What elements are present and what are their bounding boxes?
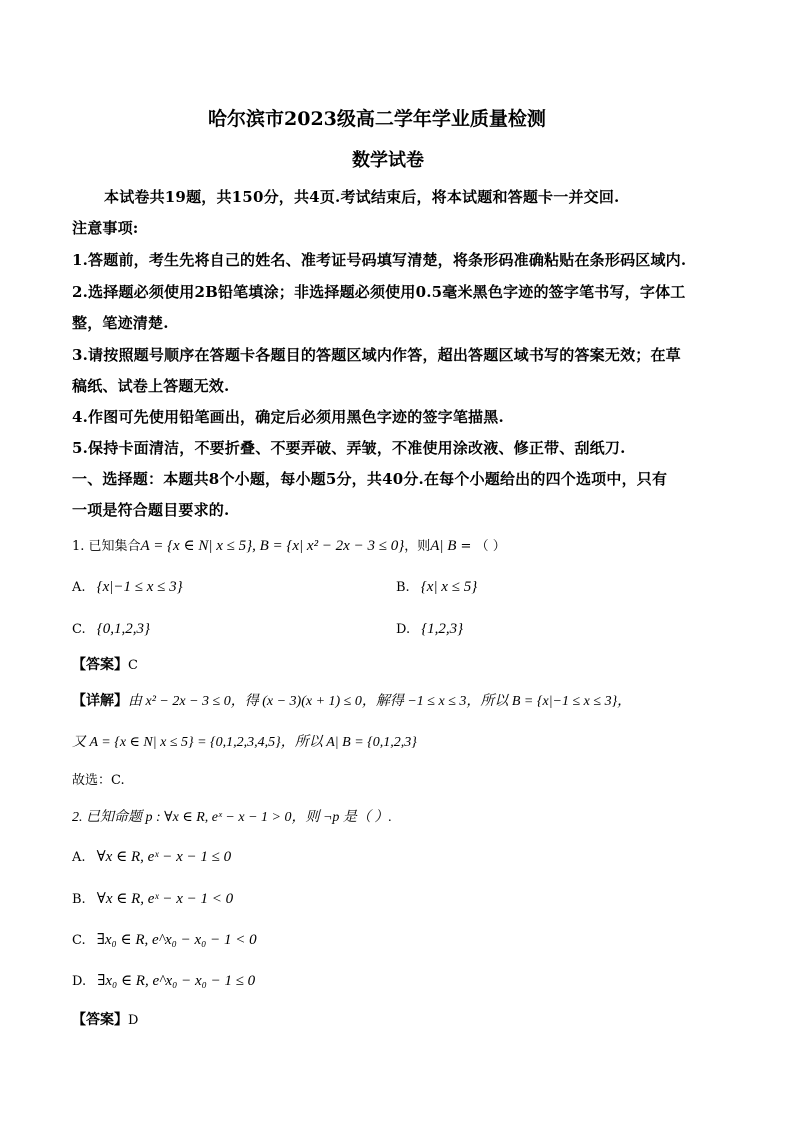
answer-value: C: [128, 658, 138, 673]
question-1-stem: [72, 535, 506, 555]
question-1-blank: = （ ）: [456, 539, 506, 554]
set-separator: ,: [252, 538, 260, 554]
answer-tag: 【答案】: [72, 657, 128, 673]
q1-option-a: [72, 576, 183, 596]
answer-value: D: [128, 1013, 139, 1028]
notice-item-2-cont: 整，笔迹清楚.: [72, 314, 169, 332]
exam-title: 哈尔滨市2023级高二学年学业质量检测: [208, 108, 546, 130]
q1-conclusion: 故选：C.: [72, 773, 125, 788]
question-2-stem: 2. 已知命题 p : ∀x ∈ R, eˣ − x − 1 > 0，则 ¬p 是（ ）.: [72, 810, 392, 825]
question-1-prefix: 1. 已知集合: [72, 539, 141, 554]
q1-detail-line2: 又 A = {x ∈ N| x ≤ 5} = {0,1,2,3,4,5}，所以 A| B = {0,1,2,3}: [72, 735, 417, 750]
option-text: {1,2,3}: [421, 621, 464, 637]
option-text: {x|−1 ≤ x ≤ 3}: [96, 579, 183, 595]
q2-option-b: [72, 888, 233, 908]
option-text: ∀x ∈ R, eˣ − x − 1 ≤ 0: [96, 849, 232, 865]
option-label: A.: [72, 850, 86, 865]
intro-text: 本试卷共19题，共150分，共4页.考试结束后，将本试题和答题卡一并交回.: [104, 188, 620, 206]
option-text: ∃x₀ ∈ R, e^x₀ − x₀ − 1 < 0: [96, 932, 257, 948]
q1-option-b: [396, 576, 477, 596]
notice-item-5: 5.保持卡面清洁，不要折叠、不要弄破、弄皱，不准使用涂改液、修正带、刮纸刀.: [72, 439, 626, 457]
q2-answer: [72, 1009, 138, 1029]
section-heading-line1: 一、选择题：本题共8个小题，每小题5分，共40分.在每个小题给出的四个选项中，只有: [72, 470, 668, 488]
notice-item-1: 1.答题前，考生先将自己的姓名、准考证号码填写清楚，将条形码准确粘贴在条形码区域内.: [72, 251, 687, 269]
option-label: C.: [72, 622, 86, 637]
notice-item-4: 4.作图可先使用铅笔画出，确定后必须用黑色字迹的签字笔描黑.: [72, 408, 504, 426]
q1-detail-line1: [72, 690, 631, 710]
option-label: B.: [396, 580, 410, 595]
notice-item-3: 3.请按照题号顺序在答题卡各题目的答题区域内作答，超出答题区域书写的答案无效；在草: [72, 346, 681, 364]
option-label: C.: [72, 933, 86, 948]
exam-subtitle: 数学试卷: [352, 150, 424, 171]
q1-answer: [72, 654, 138, 674]
option-label: D.: [72, 974, 87, 989]
section-heading-line2: 一项是符合题目要求的.: [72, 501, 230, 519]
notice-heading: 注意事项:: [72, 219, 139, 237]
detail-tag: 【详解】: [72, 693, 128, 709]
option-text: ∀x ∈ R, eˣ − x − 1 < 0: [96, 891, 234, 907]
detail-text: 由 x² − 2x − 3 ≤ 0，得 (x − 3)(x + 1) ≤ 0，解得 −1 ≤ x ≤ 3，所以 B = {x|−1 ≤ x ≤ 3}，: [128, 694, 632, 709]
option-text: {0,1,2,3}: [96, 621, 150, 637]
answer-tag: 【答案】: [72, 1012, 128, 1028]
option-text: {x| x ≤ 5}: [420, 579, 478, 595]
set-b-expression: B = {x| x² − 2x − 3 ≤ 0}: [259, 538, 405, 554]
set-a-expression: A = {x ∈ N| x ≤ 5}: [140, 538, 253, 554]
notice-item-2: 2.选择题必须使用2B铅笔填涂；非选择题必须使用0.5毫米黑色字迹的签字笔书写，字体工: [72, 283, 686, 301]
q2-option-d: [72, 970, 255, 990]
option-label: D.: [396, 622, 411, 637]
option-label: A.: [72, 580, 86, 595]
q1-option-c: [72, 618, 150, 638]
q2-option-a: [72, 846, 231, 866]
option-label: B.: [72, 892, 86, 907]
q1-option-d: [396, 618, 463, 638]
question-1-then: ，则: [404, 539, 431, 554]
option-text: ∃x₀ ∈ R, e^x₀ − x₀ − 1 ≤ 0: [97, 973, 256, 989]
q2-option-c: [72, 929, 257, 949]
notice-item-3-cont: 稿纸、试卷上答题无效.: [72, 377, 230, 395]
intersection-expression: A| B: [430, 538, 457, 554]
